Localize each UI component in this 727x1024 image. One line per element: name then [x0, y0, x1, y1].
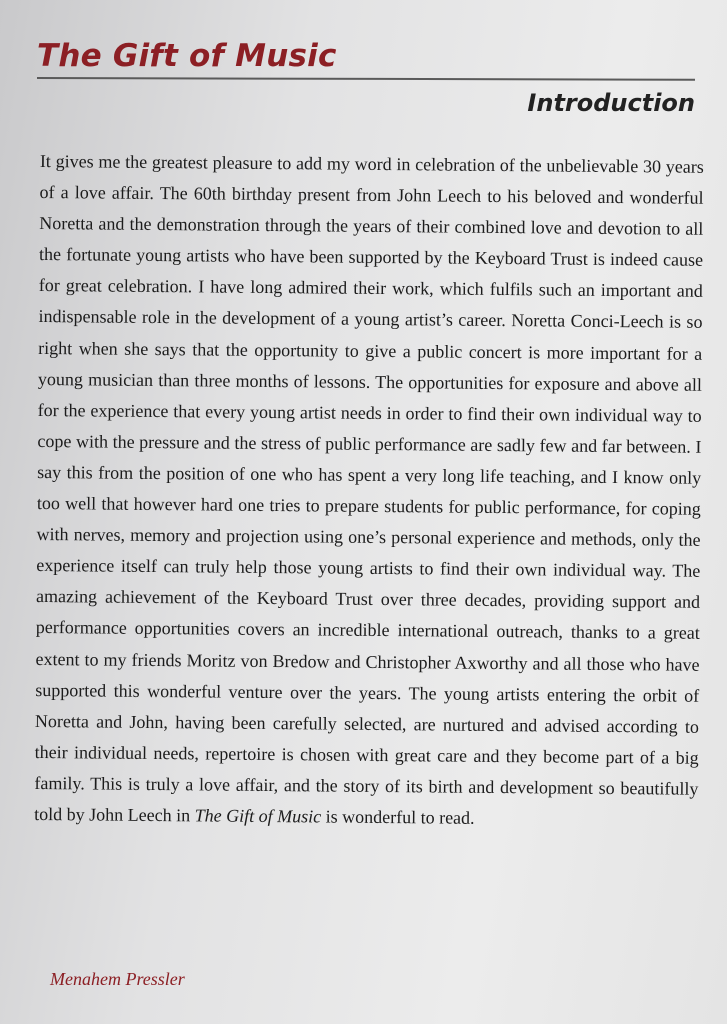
author-signature: Menahem Pressler: [50, 969, 185, 989]
body-text-part1: It gives me the greatest pleasure to add my word in celebration of the unbelievable 30 years of a love affair. The 60th birthday present from John Leech to his beloved and wonderful Noretta and the demonstration through the years of their combined love and devotion to all the fortunate young artists who have been supported by the Keyboard Trust is indeed cause for great celebration. I have long admired their work, which fulfils such an important and indispensable role in the development of a young artist’s career. Noretta Conci-Leech is so right when she says that the opportunity to give a public concert is more important for a young musician than three months of lessons. The opportunities for exposure and above all for the experience that every young artist needs in order to find their own individual way to cope with the pressure and the stress of public performance are sadly few and far between. I say this from the position of one who has spent a very long life teaching, and I know only too well that however hard one tries to prepare students for public performance, for coping with nerves, memory and projection using one’s personal experience and methods, only the experience itself can truly help those young artists to find their own individual way. The amazing achievement of the Keyboard Trust over three decades, providing support and performance opportunities covers an incredible international outreach, thanks to a great extent to my friends Moritz von Bredow and Christopher Axworthy and all those who have supported this wonderful venture over the years. The young artists entering the orbit of Noretta and John, having been carefully selected, are nurtured and advised according to their individual needs, repertoire is chosen with great care and they become part of a big family. This is truly a love affair, and the story of its birth and development so beautifully told by John Leech in: [34, 150, 704, 826]
book-title-reference: The Gift of Music: [194, 805, 322, 827]
body-text-part2: is wonderful to read.: [321, 806, 475, 828]
title-divider: [37, 77, 695, 81]
body-paragraph: [34, 146, 704, 836]
section-heading: Introduction: [527, 89, 695, 117]
page-title: The Gift of Music: [37, 38, 337, 74]
